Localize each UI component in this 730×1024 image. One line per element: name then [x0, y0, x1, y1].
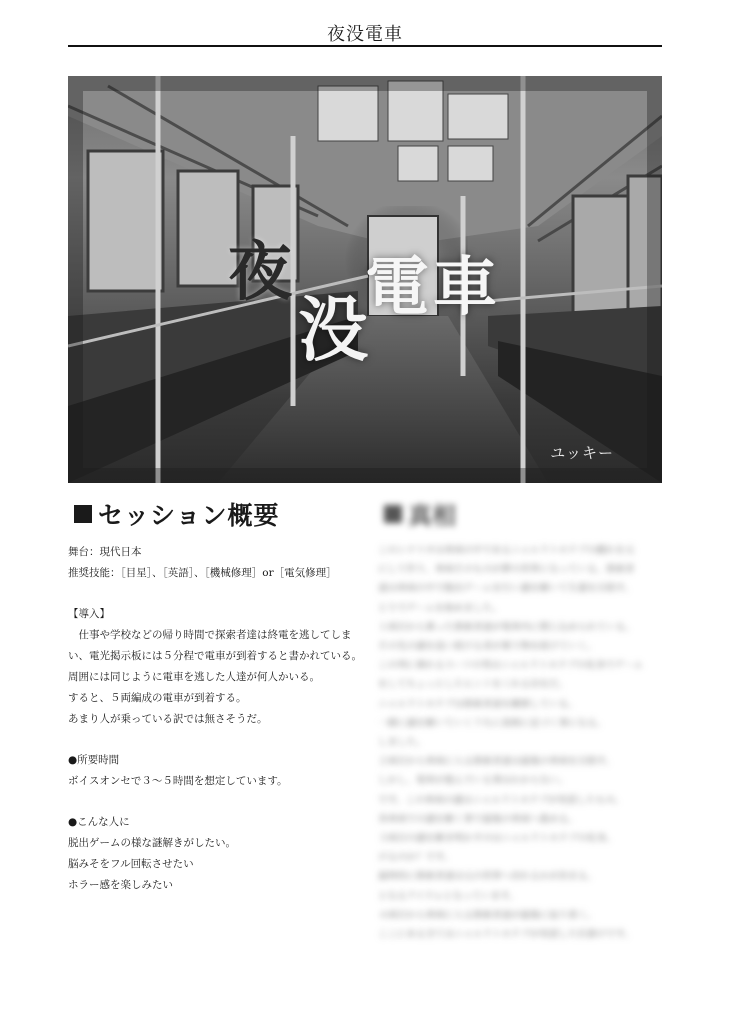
- hero-title-yoru: 夜: [228, 235, 292, 310]
- intro-line: 周囲には同じように電車を逃した人達が何人かいる。: [68, 671, 320, 683]
- time-text: ボイスオンセで３～５時間を想定しています。: [68, 775, 288, 787]
- hero-title-densha: 電車: [365, 250, 501, 325]
- truth-line: 達は車両の中で脱出ゲームを行い謎を解いて生還を目指す。: [378, 583, 634, 595]
- truth-line: ニャルラトホテプは探索者達を観察している。: [378, 698, 578, 710]
- session-overview: [68, 496, 368, 896]
- author-name: ユッキー: [550, 444, 614, 462]
- truth-body: [378, 541, 663, 944]
- intro-line: あまり人が乗っている訳では無さそうだ。: [68, 713, 268, 725]
- truth-line: しました。: [378, 737, 426, 749]
- target-line: 脳みそをフル回転させたい: [68, 858, 194, 870]
- square-bullet-icon: [74, 505, 92, 523]
- truth-section-blurred: [378, 496, 663, 944]
- target-line: ホラー感を楽しみたい: [68, 879, 173, 891]
- truth-line: をしてちょっとしたヒントをくれる存在だ。: [378, 679, 569, 691]
- target-line: 脱出ゲームの様な謎解きがしたい。: [68, 837, 236, 849]
- truth-line: ４両目から車両に入る探索者達が最後に辿り着く。: [378, 909, 597, 921]
- truth-line: けるのか？です。: [378, 852, 454, 864]
- truth-line: 最終的に探索者達は元の世界へ戻れるかが決まる。: [378, 871, 597, 883]
- truth-line: となるアイテムとなっています。: [378, 890, 519, 902]
- truth-line: この列に乗れるスーツの男はニャルラトホテプの化身でゲーム: [378, 660, 644, 672]
- truth-line: しかし、電車が進んでいる事はわからない。: [378, 775, 569, 787]
- target-label: ●こんな人に: [68, 816, 130, 828]
- intro-line: 仕事や学校などの帰り時間で探索者達は終電を逃してしま: [78, 629, 352, 641]
- hero-image: [68, 76, 662, 483]
- hero-title-botsu: 没: [298, 288, 368, 371]
- square-bullet-icon: [384, 505, 402, 523]
- time-label: ●所要時間: [68, 754, 120, 766]
- skills-line: 推奨技能：［目星］、［英語］、［機械修理］or［電気修理］: [68, 567, 337, 579]
- intro-label: 【導入】: [68, 608, 110, 620]
- truth-line: です。この車両の謎はニャルラトホテプが用意したもの。: [378, 794, 624, 806]
- intro-line: すると、５両編成の電車が到着する。: [68, 692, 247, 704]
- truth-line: このシナリオは車両の中であるニャルラトホテプの戯れを元: [378, 545, 635, 556]
- truth-line: 各車両での謎を解く事で最後の車両へ進める。: [378, 813, 578, 825]
- overview-heading: [74, 496, 368, 532]
- truth-heading: [384, 496, 663, 531]
- truth-line: その先の謎を追い続ける者が乗り物を続けていく。: [378, 641, 597, 653]
- stage-line: 舞台：現代日本: [68, 546, 142, 558]
- truth-line: １両目から乗った探索者達が電車内に閉じ込められている。: [378, 621, 635, 633]
- truth-heading-text: 真相: [408, 502, 456, 530]
- header-divider: [68, 45, 662, 47]
- truth-line: 一緒に謎を解いていくうちに真相に近づく事になる。: [378, 717, 607, 729]
- truth-line: ２両目から車両に入る探索者達は最後の車両を目指す。: [378, 756, 615, 768]
- truth-line: ここにある全てはニャルラトホテプが用意した仕掛けです。: [378, 929, 634, 941]
- overview-heading-text: セッション概要: [98, 501, 280, 530]
- truth-line: とりでゲームを始めました。: [378, 602, 502, 614]
- intro-line: い、電光掲示板には５分程で電車が到着すると書かれている。: [68, 650, 362, 662]
- page-header-title: 夜没電車: [327, 24, 403, 45]
- truth-line: にして作り、車両そのものが夢の世界になっている。探索者: [378, 564, 635, 576]
- truth-line: ３両目の謎を解き明かすのはニャルラトホテプの化身。: [378, 833, 616, 845]
